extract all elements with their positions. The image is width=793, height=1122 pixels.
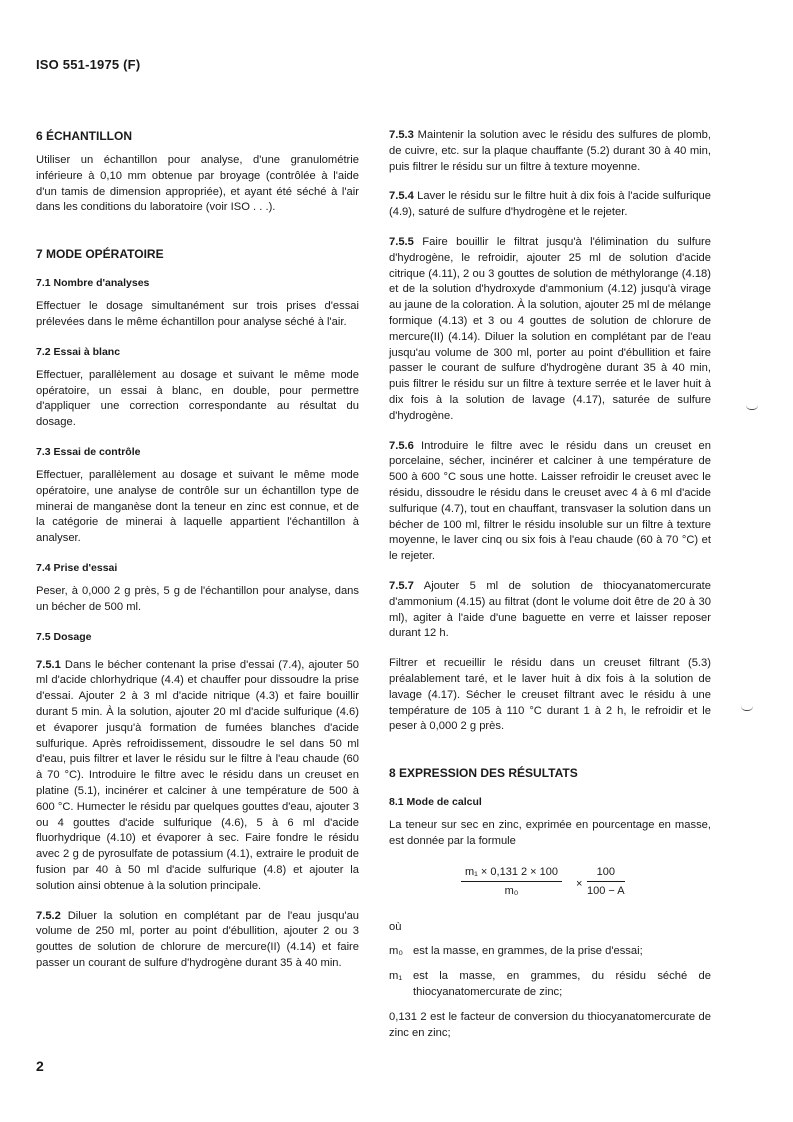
formula-denominator-1: m₀ xyxy=(504,884,519,897)
section-7-5-5-paragraph xyxy=(389,235,711,425)
section-7-5-4-text: Laver le résidu sur le filtre huit à dix fois à l'acide sulfurique (4.9), saturé de sulfure d'hydrogène et le rejeter. xyxy=(389,190,712,219)
formula-numerator-1: m₁ × 0,131 2 × 100 xyxy=(461,866,562,882)
right-column xyxy=(389,128,711,1041)
page-number: 2 xyxy=(36,1058,44,1074)
where-label: où xyxy=(389,920,402,933)
section-7-5-2-paragraph xyxy=(36,909,359,972)
section-7-5-6-text: Introduire le filtre avec le résidu dans un creuset en porcelaine, sécher, incinérer et calciner à une température de 500 à 600 °C sous une hotte. Laisser refroidir le creuset avec le résidu, dissoudre le résidu dans le creuset avec 4 à 6 ml d'acide sulfurique (4.7), tout en chauffant, transvaser la solution dans un bécher de 100 ml, filtrer le résidu insoluble sur un filtre à texture moyenne, le laver cinq ou six fois à l'eau chaude (60 à 70 °C) et le rejeter. xyxy=(389,439,711,563)
section-7-5-1-number: 7.5.1 xyxy=(36,658,61,671)
section-7-5-title: 7.5 Dosage xyxy=(36,630,92,643)
section-7-4-title: 7.4 Prise d'essai xyxy=(36,561,118,574)
document-header: ISO 551-1975 (F) xyxy=(36,57,141,72)
section-7-5-3-paragraph xyxy=(389,128,711,175)
formula-fraction-1 xyxy=(461,866,562,897)
margin-mark-1 xyxy=(746,405,758,410)
definition-m1-symbol: m₁ xyxy=(389,970,403,983)
definition-m0-text: est la masse, en grammes, de la prise d'essai; xyxy=(413,945,643,958)
section-7-5-7-text-continued: Filtrer et recueillir le résidu dans un creuset filtrant (5.3) préalablement taré, et le laver huit à dix fois à la solution de lavage (4.17). Sécher le creuset filtrant avec le résidu à une température de 105 à 110 °C durant 1 à 2 h, le refroidir et le peser à 0,000 2 g près. xyxy=(389,657,711,733)
formula-denominator-2: 100 − A xyxy=(587,884,625,897)
formula-fraction-2 xyxy=(587,866,625,897)
section-7-5-2-number: 7.5.2 xyxy=(36,909,61,922)
definition-factor: 0,131 2 est le facteur de conversion du thiocyanatomercurate de zinc en zinc; xyxy=(389,1010,711,1039)
section-7-5-7-number: 7.5.7 xyxy=(389,579,414,592)
section-8-1-title: 8.1 Mode de calcul xyxy=(389,796,482,809)
section-7-5-5-number: 7.5.5 xyxy=(389,235,414,248)
section-6-title: 6 ÉCHANTILLON xyxy=(36,129,132,143)
section-7-5-6-number: 7.5.6 xyxy=(389,439,414,452)
section-7-2-title: 7.2 Essai à blanc xyxy=(36,345,121,358)
section-7-1-text: Effectuer le dosage simultanément sur trois prises d'essai prélevées dans le même échantillon pour analyse séché à l'air. xyxy=(36,300,359,328)
formula-numerator-2: 100 xyxy=(587,866,625,882)
section-7-5-1-text: Dans le bécher contenant la prise d'essai (7.4), ajouter 50 ml d'acide chlorhydrique (4.4) et chauffer pour dissoudre la prise d'essai. Ajouter 2 à 3 ml d'acide nitrique (4.3) et faire bouillir durant 5 min. À la solution, ajouter 20 ml d'acide sulfurique (4.6) et évaporer jusqu'à formation de fumées blanches d'acide sulfurique. Après refroidissement, dissoudre le sel dans 50 ml d'eau, puis filtrer et laver le résidu sur le filtre à l'eau chaude (60 à 70 °C). Introduire le filtre avec le résidu dans un creuset en platine (5.1), incinérer et calciner à une température de 500 à 600 °C. Humecter le résidu par quelques gouttes d'eau, ajouter 3 ou 4 gouttes d'acide sulfurique (4.6), 5 à 6 ml d'acide fluorhydrique (4.10) et évaporer à sec. Faire fondre le résidu avec 2 g de pyrosulfate de potassium (4.1), extraire le produit de fusion par 40 à 50 ml d'acide sulfurique (4.8) et ajouter la solution ainsi obtenue à la solution principale. xyxy=(36,658,360,892)
section-7-5-4-number: 7.5.4 xyxy=(389,190,414,203)
left-column xyxy=(36,128,359,972)
result-formula xyxy=(389,862,711,914)
section-7-3-text: Effectuer, parallèlement au dosage et suivant le même mode opératoire, une analyse de contrôle sur un échantillon type de minerai de manganèse dont la teneur en zinc est connue, et de la catégorie de minerai à laquelle appartient l'échantillon à analyser. xyxy=(36,468,359,545)
section-7-5-3-number: 7.5.3 xyxy=(389,129,414,141)
section-7-5-6-paragraph xyxy=(389,439,711,565)
section-8-1-text: La teneur sur sec en zinc, exprimée en pourcentage en masse, est donnée par la formule xyxy=(389,819,711,847)
definition-m0-symbol: m₀ xyxy=(389,945,403,958)
section-7-1-title: 7.1 Nombre d'analyses xyxy=(36,277,150,290)
section-7-5-4-paragraph xyxy=(389,189,711,221)
formula-times-sign: × xyxy=(576,877,583,890)
section-8-title: 8 EXPRESSION DES RÉSULTATS xyxy=(389,766,578,781)
section-7-5-2-text: Diluer la solution en complétant par de l'eau jusqu'au volume de 250 ml, porter au point d'ébullition, ajouter 2 ou 3 gouttes de solution de chlorure de mercure(II) (4.14) et faire passer un courant de sulfure d'hydrogène durant 35 à 40 min. xyxy=(36,909,360,969)
definition-m1 xyxy=(389,969,711,1001)
definition-m0 xyxy=(389,944,711,960)
section-7-5-7-paragraph xyxy=(389,579,711,642)
section-7-2-text: Effectuer, parallèlement au dosage et suivant le même mode opératoire, un essai à blanc, en double, pour permettre d'appliquer une correction correspondante au résultat du dosage. xyxy=(36,368,359,429)
section-7-5-1-paragraph xyxy=(36,658,359,895)
section-7-5-7-text: Ajouter 5 ml de solution de thiocyanatomercurate d'ammonium (4.15) au filtrat (dont le volume doit être de 20 à 30 ml), agiter à l'aide d'une baguette en verre et laisser reposer durant 12 h. xyxy=(389,579,711,640)
section-7-4-text: Peser, à 0,000 2 g près, 5 g de l'échantillon pour analyse, dans un bécher de 500 ml. xyxy=(36,584,359,613)
section-7-title: 7 MODE OPÉRATOIRE xyxy=(36,247,164,262)
definition-m1-text: est la masse, en grammes, du résidu séché de thiocyanatomercurate de zinc; xyxy=(413,970,711,999)
margin-mark-2 xyxy=(741,706,753,711)
section-7-5-5-text: Faire bouillir le filtrat jusqu'à l'élimination du sulfure d'hydrogène, le refroidir, ajouter 25 ml de solution d'acide citrique (4.11), 2 ou 3 gouttes de solution de méthylorange (4.18) et de la solution d'hydroxyde d'ammonium (4.12) jusqu'à virage au jaune de la coloration. À la solution, ajouter 25 ml de mélange formique (4.13) et 3 ou 4 gouttes de solution de chlorure de mercure(II) (4.14). Diluer la solution en complétant par de l'eau jusqu'au volume de 300 ml, porter au point d'ébullition et faire passer le courant de sulfure d'hydrogène durant 35 à 40 min, puis filtrer le résidu sur un filtre à texture serrée et le laver huit à dix fois à la solution de lavage (4.17), saturée de sulfure d'hydrogène. xyxy=(389,235,711,422)
section-6-text: Utiliser un échantillon pour analyse, d'une granulométrie inférieure à 0,10 mm obtenue par broyage (contrôlée à l'aide d'un tamis de dimension appropriée), et ayant été séché à l'air dans les conditions du laboratoire (voir ISO . . .). xyxy=(36,154,359,214)
section-7-5-3-text: Maintenir la solution avec le résidu des sulfures de plomb, de cuivre, etc. sur la plaque chauffante (5.2) durant 30 à 40 min, puis filtrer le résidu sur un filtre à texture moyenne. xyxy=(389,129,711,173)
section-7-3-title: 7.3 Essai de contrôle xyxy=(36,445,141,458)
